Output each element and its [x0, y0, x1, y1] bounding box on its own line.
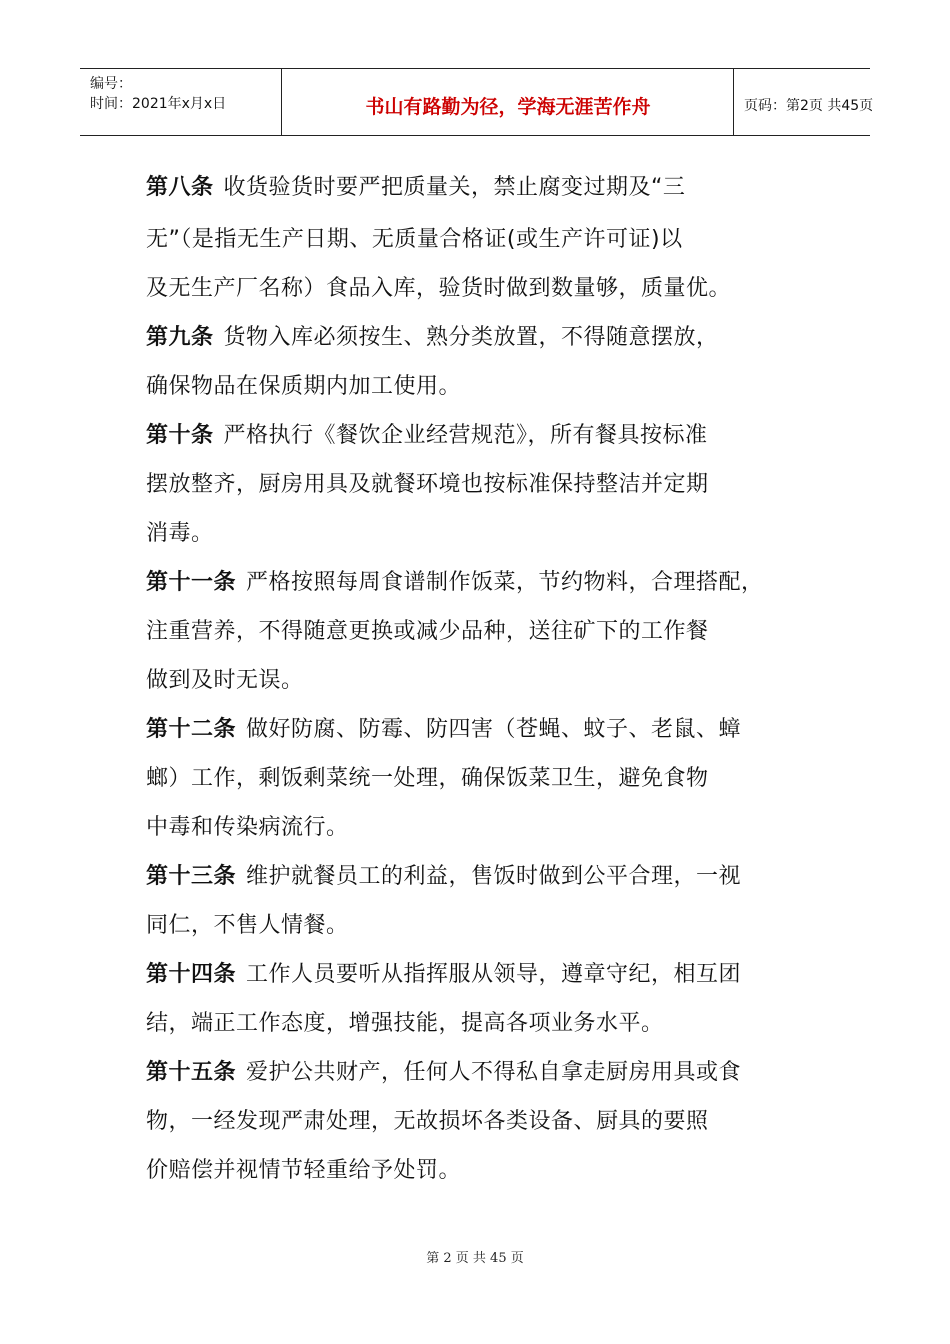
article: [146, 160, 836, 313]
article: [146, 558, 836, 705]
article-line: [146, 1048, 836, 1097]
article-line: [146, 803, 836, 852]
article-line: [146, 852, 836, 901]
article-text: 维护就餐员工的利益，售饭时做到公平合理，一视: [246, 864, 742, 889]
article-line: [146, 656, 836, 705]
header-page-code: 页码：第2页 共45页: [744, 98, 874, 114]
article-text: 严格按照每周食谱制作饭菜，节约物料，合理搭配，: [246, 570, 764, 595]
article-title: 第八条: [146, 175, 214, 200]
article: [146, 313, 836, 411]
article-line: [146, 754, 836, 803]
article-text: 工作人员要听从指挥服从领导，遵章守纪，相互团: [246, 962, 742, 987]
article-title: 第十五条: [146, 1060, 237, 1085]
article-line: [146, 313, 836, 362]
article-text: 严格执行《餐饮企业经营规范》，所有餐具按标准: [223, 423, 708, 448]
article-title: 第十条: [146, 423, 214, 448]
article-text: 及无生产厂名称）食品入库，验货时做到数量够，质量优。: [146, 276, 732, 301]
article-text: 无”（是指无生产日期、无质量合格证(或生产许可证)以: [146, 227, 683, 252]
article-text: 做好防腐、防霉、防四害（苍蝇、蚊子、老鼠、蟑: [246, 717, 742, 742]
article-line: [146, 901, 836, 950]
article-line: [146, 950, 836, 999]
article-line: [146, 1097, 836, 1146]
article-text: 收货验货时要严把质量关，禁止腐变过期及“三: [223, 175, 686, 200]
article-title: 第九条: [146, 325, 214, 350]
article-text: 螂）工作，剩饭剩菜统一处理，确保饭菜卫生，避免食物: [146, 766, 709, 791]
article-text: 注重营养，不得随意更换或减少品种，送往矿下的工作餐: [146, 619, 709, 644]
article: [146, 705, 836, 852]
document-number-label: 编号：: [90, 76, 132, 92]
article-text: 爱护公共财产，任何人不得私自拿走厨房用具或食: [246, 1060, 742, 1085]
article: [146, 852, 836, 950]
article-text: 同仁，不售人情餐。: [146, 913, 349, 938]
article-line: [146, 705, 836, 754]
article-list: [146, 160, 836, 1195]
article-line: [146, 362, 836, 411]
article-text: 中毒和传染病流行。: [146, 815, 349, 840]
article-title: 第十四条: [146, 962, 237, 987]
article: [146, 411, 836, 558]
article-text: 摆放整齐，厨房用具及就餐环境也按标准保持整洁并定期: [146, 472, 709, 497]
header-motto-cell: [282, 69, 734, 135]
page-header: [80, 68, 874, 136]
article-text: 确保物品在保质期内加工使用。: [146, 374, 462, 399]
article-line: [146, 1146, 836, 1195]
article-text: 货物入库必须按生、熟分类放置，不得随意摆放，: [223, 325, 719, 350]
article-line: [146, 607, 836, 656]
header-meta-cell: [80, 69, 282, 135]
page-footer: 第 2 页 共 45 页: [426, 1251, 524, 1266]
article-text: 做到及时无误。: [146, 668, 304, 693]
article-line: [146, 411, 836, 460]
article-line: [146, 460, 836, 509]
header-page-cell: [734, 69, 874, 135]
header-motto: 书山有路勤为径，学海无涯苦作舟: [365, 96, 651, 118]
article-text: 结，端正工作态度，增强技能，提高各项业务水平。: [146, 1011, 664, 1036]
article-title: 第十三条: [146, 864, 237, 889]
article-line: [146, 215, 836, 264]
article-title: 第十一条: [146, 570, 237, 595]
article-line: [146, 509, 836, 558]
article-text: 消毒。: [146, 521, 214, 546]
article-line: [146, 264, 836, 313]
article: [146, 950, 836, 1048]
article-line: [146, 160, 836, 215]
article: [146, 1048, 836, 1195]
article-text: 物，一经发现严肃处理，无故损坏各类设备、厨具的要照: [146, 1109, 709, 1134]
document-time-label: 时间：2021年x月x日: [90, 96, 227, 112]
article-line: [146, 558, 836, 607]
article-text: 价赔偿并视情节轻重给予处罚。: [146, 1158, 462, 1183]
article-line: [146, 999, 836, 1048]
article-title: 第十二条: [146, 717, 237, 742]
